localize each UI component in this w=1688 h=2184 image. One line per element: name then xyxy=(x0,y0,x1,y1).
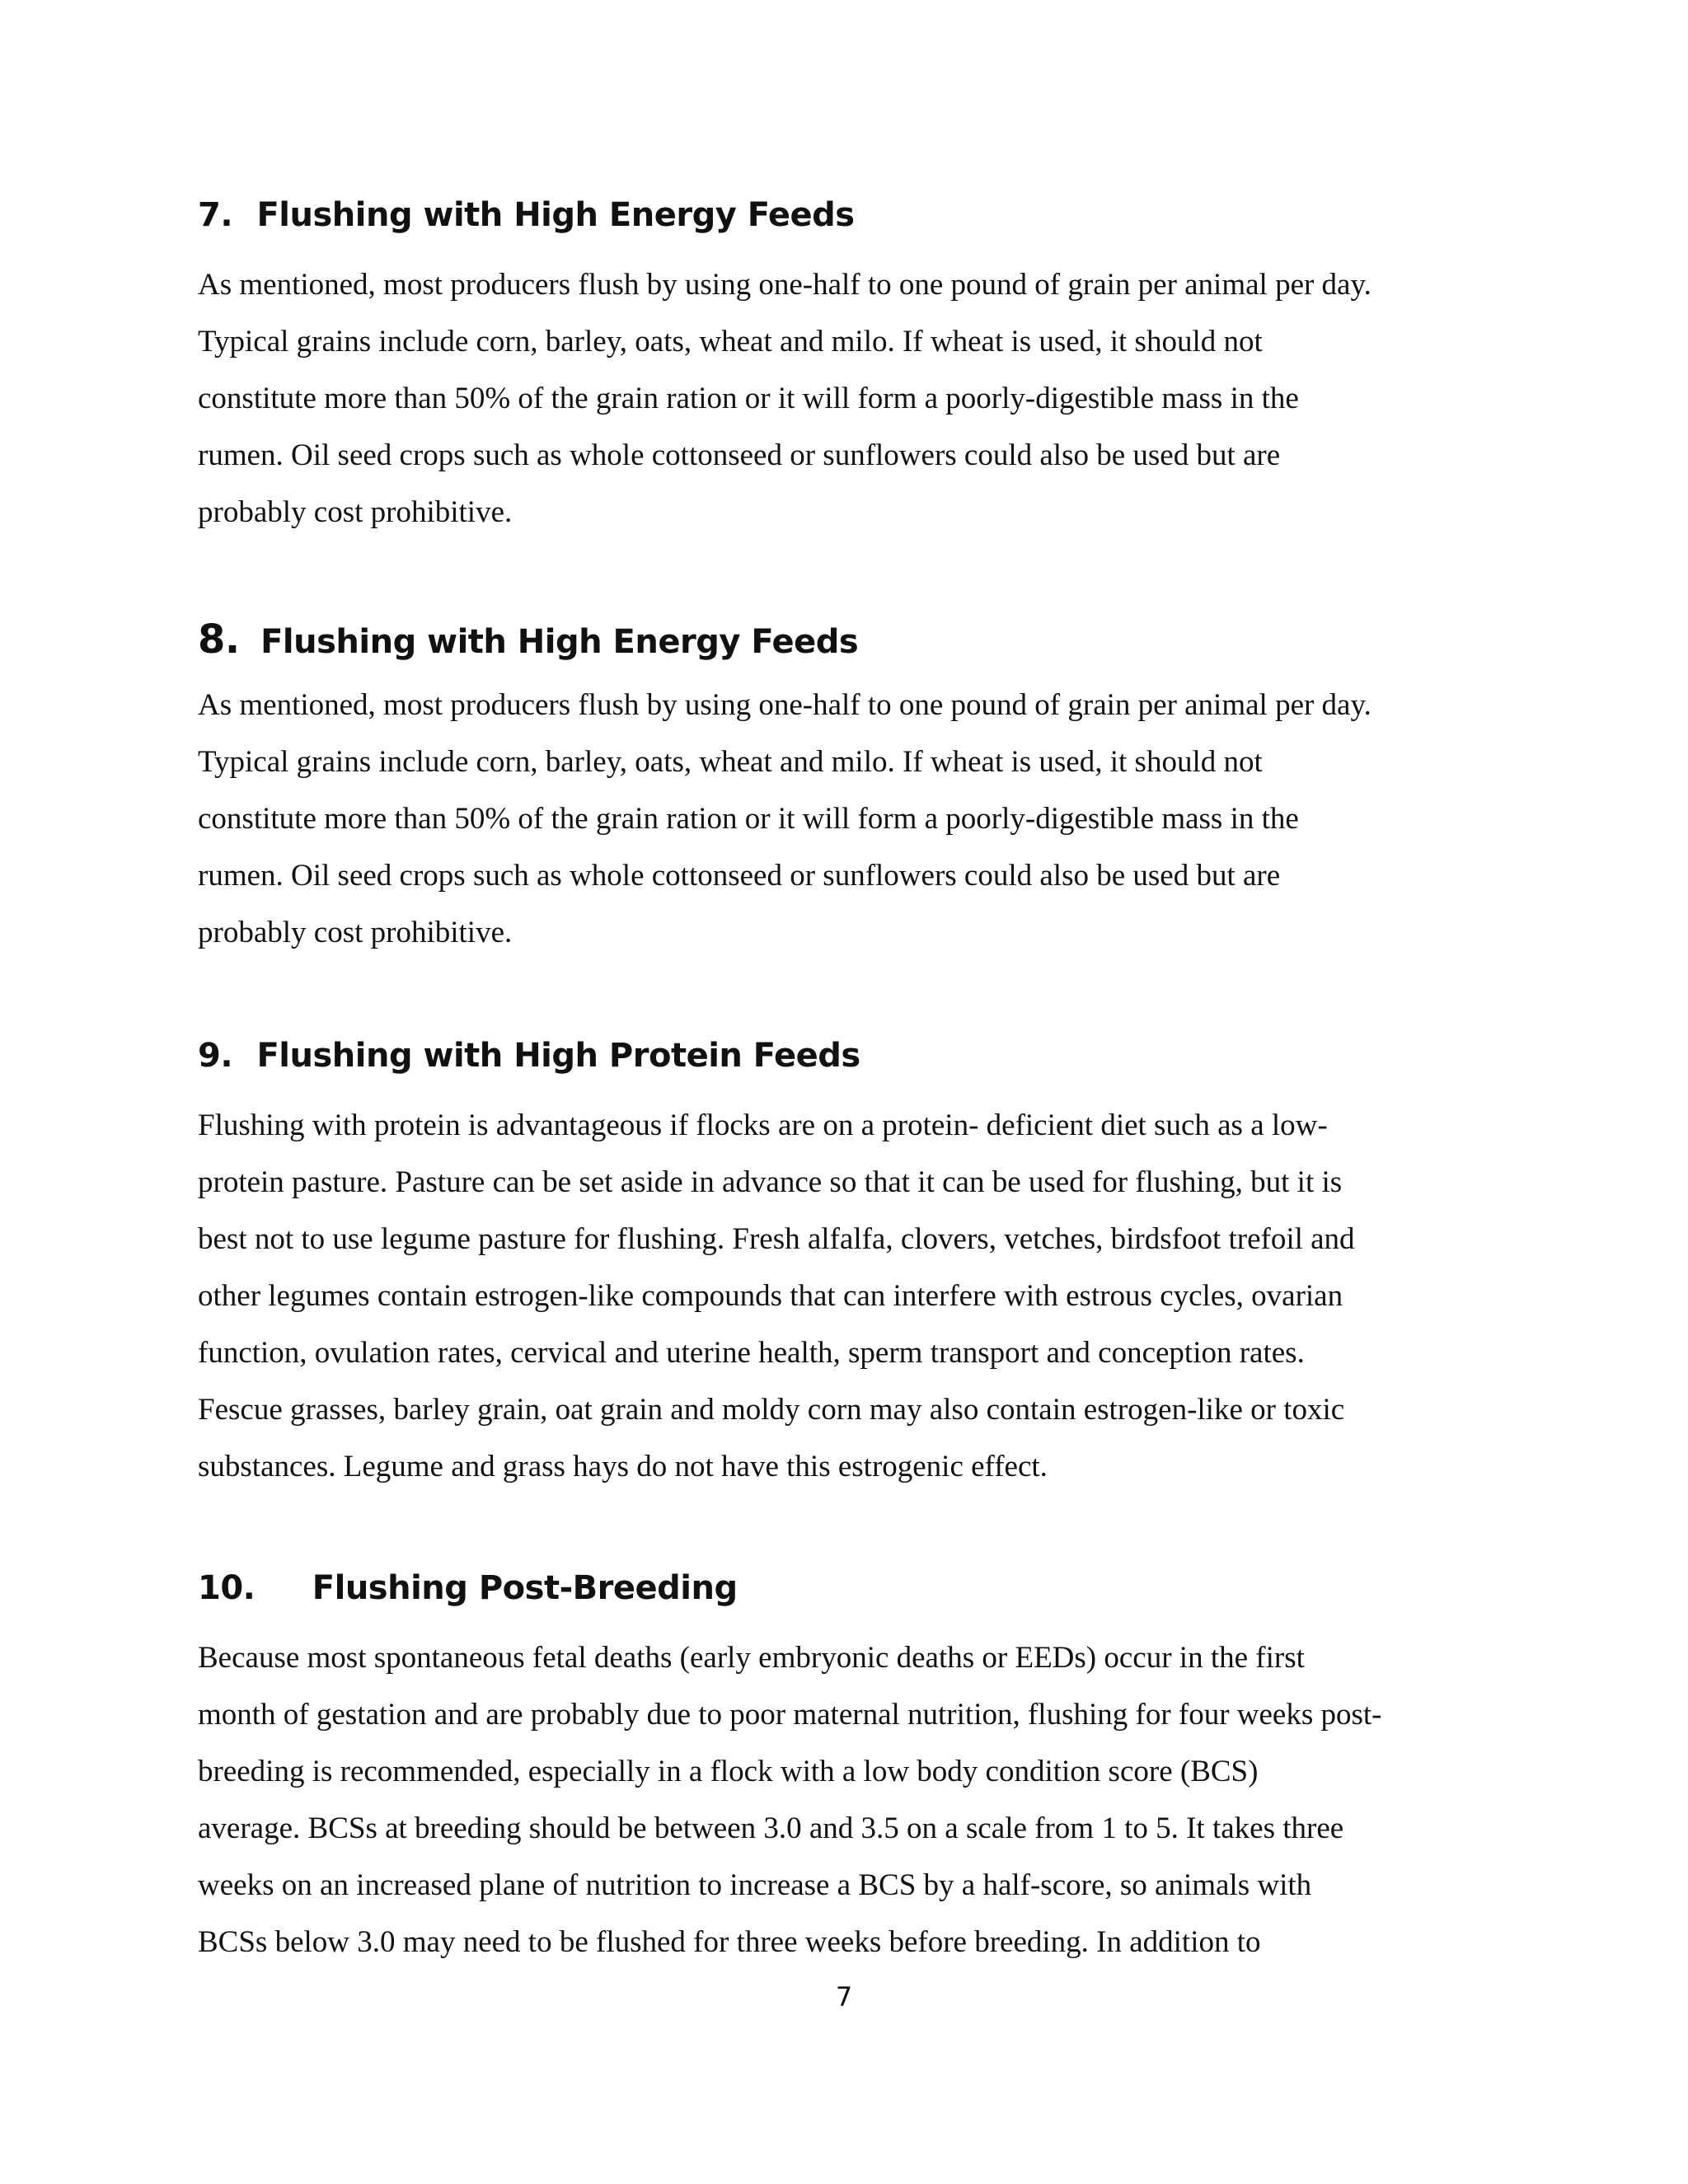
section-heading xyxy=(198,1569,738,1619)
section-9 xyxy=(198,1037,1533,1498)
paragraph-line: average. BCSs at breeding should be between 3.0 and 3.5 on a scale from 1 to 5. It takes three xyxy=(198,1811,1344,1845)
paragraph-line: Typical grains include corn, barley, oats, wheat and milo. If wheat is used, it should not xyxy=(198,745,1263,779)
paragraph-line: As mentioned, most producers flush by using one-half to one pound of grain per animal per day. xyxy=(198,268,1372,302)
section-heading xyxy=(198,196,855,246)
paragraph-line: BCSs below 3.0 may need to be flushed for three weeks before breeding. In addition to xyxy=(198,1925,1261,1959)
section-title: Flushing with High Energy Feeds xyxy=(260,623,859,661)
paragraph-line: breeding is recommended, especially in a flock with a low body condition score (BCS) xyxy=(198,1755,1259,1788)
section-number: 10. xyxy=(198,1569,256,1607)
page-number: 7 xyxy=(835,1981,853,2013)
paragraph-line: substances. Legume and grass hays do not have this estrogenic effect. xyxy=(198,1450,1048,1483)
paragraph-line: Fescue grasses, barley grain, oat grain and moldy corn may also contain estrogen-like or toxic xyxy=(198,1393,1345,1427)
section-number: 8. xyxy=(198,616,240,663)
paragraph-line: function, ovulation rates, cervical and uterine health, sperm transport and conception rates. xyxy=(198,1336,1305,1370)
paragraph-line: probably cost prohibitive. xyxy=(198,916,513,949)
paragraph-line: weeks on an increased plane of nutrition to increase a BCS by a half-score, so animals with xyxy=(198,1868,1312,1902)
paragraph-line: rumen. Oil seed crops such as whole cottonseed or sunflowers could also be used but are xyxy=(198,438,1281,472)
paragraph-line: rumen. Oil seed crops such as whole cottonseed or sunflowers could also be used but are xyxy=(198,859,1281,893)
paragraph-line: As mentioned, most producers flush by using one-half to one pound of grain per animal per day. xyxy=(198,688,1372,722)
section-8 xyxy=(198,616,1533,963)
section-title: Flushing with High Energy Feeds xyxy=(256,196,855,234)
section-number: 9. xyxy=(198,1037,233,1075)
section-number: 7. xyxy=(198,196,233,234)
section-heading xyxy=(198,1037,860,1086)
paragraph-line: protein pasture. Pasture can be set aside in advance so that it can be used for flushing, but it is xyxy=(198,1165,1343,1199)
section-title: Flushing Post-Breeding xyxy=(312,1569,738,1607)
paragraph-line: Typical grains include corn, barley, oats, wheat and milo. If wheat is used, it should not xyxy=(198,325,1263,359)
paragraph-line: probably cost prohibitive. xyxy=(198,495,513,529)
section-10 xyxy=(198,1569,1533,1973)
section-heading xyxy=(198,616,858,666)
paragraph-line: constitute more than 50% of the grain ration or it will form a poorly-digestible mass in the xyxy=(198,382,1299,415)
paragraph-line: month of gestation and are probably due to poor maternal nutrition, flushing for four weeks post- xyxy=(198,1698,1382,1732)
paragraph-line: Because most spontaneous fetal deaths (early embryonic deaths or EEDs) occur in the first xyxy=(198,1641,1305,1675)
paragraph-line: best not to use legume pasture for flushing. Fresh alfalfa, clovers, vetches, birdsfoot trefoil and xyxy=(198,1222,1355,1256)
section-title: Flushing with High Protein Feeds xyxy=(256,1037,860,1075)
paragraph-line: constitute more than 50% of the grain ration or it will form a poorly-digestible mass in the xyxy=(198,802,1299,836)
paragraph-line: other legumes contain estrogen-like compounds that can interfere with estrous cycles, ovarian xyxy=(198,1279,1343,1313)
section-7 xyxy=(198,196,1533,542)
paragraph-line: Flushing with protein is advantageous if flocks are on a protein- deficient diet such as a low- xyxy=(198,1108,1328,1142)
